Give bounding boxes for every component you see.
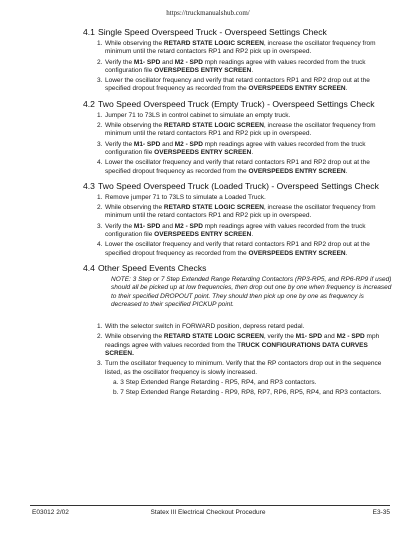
section-title: Two Speed Overspeed Truck (Empty Truck) - Overspeed Settings Check bbox=[98, 98, 375, 109]
step-text-bold: M1- SPD bbox=[133, 222, 161, 230]
step-text-run: While observing the bbox=[105, 204, 164, 212]
step-text-run: mph readings agree with values recorded from the truck configuration file bbox=[105, 58, 366, 74]
step-text-run: While observing the bbox=[105, 333, 164, 341]
step-number: 1. bbox=[97, 40, 103, 47]
step-text bbox=[105, 77, 393, 94]
step-text bbox=[105, 194, 393, 202]
step-item bbox=[97, 141, 393, 158]
step-number: 4. bbox=[97, 241, 103, 249]
step-text-run: Jumper 71 to 73LS in control cabinet to simulate an empty truck. bbox=[105, 111, 291, 119]
step-text-bold: OVERSPEEDS ENTRY SCREEN bbox=[248, 249, 346, 257]
step-number: 3. bbox=[97, 222, 103, 230]
step-text-run: . bbox=[251, 66, 254, 74]
step-item bbox=[97, 204, 393, 221]
step-text-run: Lower the oscillator frequency and verify that retard contactors RP1 and RP2 drop out at the specified dropout frequency as recorded from the bbox=[105, 77, 370, 93]
step-text bbox=[105, 40, 393, 57]
section-number: 4.2 bbox=[83, 98, 95, 109]
step-text bbox=[105, 112, 393, 120]
step-text-run: . bbox=[345, 85, 348, 93]
step-text bbox=[105, 159, 393, 176]
footer-page-number: E3-35 bbox=[372, 509, 390, 516]
step-item bbox=[97, 77, 393, 94]
step-text bbox=[105, 360, 393, 399]
step-item bbox=[97, 194, 393, 202]
footer-doc-id: E03012 2/02 bbox=[32, 509, 69, 516]
footer-title: Statex III Electrical Checkout Procedure bbox=[150, 509, 266, 516]
section-title: Two Speed Overspeed Truck (Loaded Truck) - Overspeed Settings Check bbox=[98, 180, 379, 191]
step-text-bold: OVERSPEEDS ENTRY SCREEN bbox=[154, 231, 252, 239]
section-number: 4.4 bbox=[83, 262, 95, 273]
step-text-run: While observing the bbox=[105, 40, 164, 47]
step-text-run: Verify the bbox=[105, 140, 134, 148]
step-text-run: , increase the oscillator frequency from minimum until the retard contactors RP1 and RP2 pick up in overspeed. bbox=[105, 204, 376, 220]
step-number: 4. bbox=[97, 159, 103, 167]
step-text bbox=[105, 59, 393, 76]
step-text-bold: M2 - SPD bbox=[336, 333, 365, 341]
section-4-4 bbox=[83, 263, 393, 400]
document-body bbox=[83, 27, 393, 405]
step-number: 2. bbox=[97, 204, 103, 212]
step-text-run: , verify the bbox=[263, 333, 296, 341]
sub-item: b. 7 Step Extended Range Retarding - RP9, RP8, RP7, RP6, RP5, RP4, and RP3 contactors. bbox=[113, 389, 382, 397]
header-url: https://truckmanualshub.com/ bbox=[166, 9, 250, 17]
step-text bbox=[105, 122, 393, 139]
sub-item: a. 3 Step Extended Range Retarding - RP5, RP4, and RP3 contactors. bbox=[113, 378, 317, 386]
step-text-bold: M1- SPD bbox=[295, 333, 323, 341]
step-text bbox=[105, 333, 393, 358]
step-text-run: and bbox=[160, 140, 175, 148]
step-item bbox=[97, 40, 393, 57]
step-item bbox=[97, 241, 393, 258]
step-number: 2. bbox=[97, 333, 103, 341]
step-text-bold: M1- SPD bbox=[133, 140, 161, 148]
step-item bbox=[97, 360, 393, 399]
step-text-run: While observing the bbox=[105, 122, 164, 130]
step-text-run: mph readings agree with values recorded from the T bbox=[105, 333, 380, 349]
step-list bbox=[97, 194, 393, 258]
step-text-run: Lower the oscillator frequency and verify that retard contactors RP1 and RP2 drop out at the specified dropout frequency as recorded from the bbox=[105, 159, 370, 175]
step-text-run: . bbox=[251, 148, 254, 156]
step-text-run: and bbox=[160, 222, 175, 230]
step-item bbox=[97, 112, 393, 120]
step-text-run: . bbox=[251, 231, 254, 239]
step-item bbox=[97, 323, 393, 331]
step-item bbox=[97, 59, 393, 76]
step-item bbox=[97, 159, 393, 176]
step-text bbox=[105, 323, 393, 331]
step-number: 1. bbox=[97, 193, 103, 201]
step-text-bold: OVERSPEEDS ENTRY SCREEN bbox=[248, 85, 346, 93]
step-text-run: and bbox=[322, 333, 337, 341]
section-4-3 bbox=[83, 181, 393, 258]
step-text-bold: M2 - SPD bbox=[174, 222, 203, 230]
step-text bbox=[105, 141, 393, 158]
section-number: 4.3 bbox=[83, 180, 95, 191]
note-text: NOTE: 3 Step or 7 Step Extended Range Retarding Contactors (RP3-RP5, and RP6-RP9 if used) should all be picked up at low frequencies, then drop out one by one when frequency is increased to their specified DROPOUT point. They should then pick up one by one as frequency is decreased to their specified PICKUP point. bbox=[111, 275, 392, 308]
step-list bbox=[97, 276, 393, 400]
step-number: 1. bbox=[97, 111, 103, 119]
step-item bbox=[97, 122, 393, 139]
step-number: 2. bbox=[97, 58, 103, 66]
section-heading bbox=[83, 99, 393, 110]
section-4-1 bbox=[83, 27, 393, 94]
section-title: Other Speed Events Checks bbox=[98, 262, 207, 273]
step-text bbox=[105, 223, 393, 240]
step-text-bold: OVERSPEEDS ENTRY SCREEN bbox=[154, 148, 252, 156]
step-text-run: mph readings agree with values recorded from the truck configuration file bbox=[105, 222, 366, 239]
step-text-run: Verify the bbox=[105, 222, 134, 230]
step-text-run: Turn the oscillator frequency to minimum. Verify that the RP contactors drop out in the sequence listed, as the oscillator frequency is slowly increased. bbox=[105, 360, 382, 376]
step-text-run: , increase the oscillator frequency from minimum until the retard contactors RP1 and RP2 pick up in overspeed. bbox=[105, 122, 376, 138]
step-text-run: . bbox=[345, 249, 348, 257]
step-text-run: With the selector switch in FORWARD position, depress retard pedal. bbox=[105, 323, 305, 331]
step-text-bold: RETARD STATE LOGIC SCREEN bbox=[163, 333, 264, 341]
step-text-bold: RETARD STATE LOGIC SCREEN bbox=[163, 40, 264, 47]
step-text-bold: M2 - SPD bbox=[174, 140, 203, 148]
section-title: Single Speed Overspeed Truck - Overspeed Settings Check bbox=[98, 27, 327, 37]
step-text-bold: OVERSPEEDS ENTRY SCREEN bbox=[154, 66, 252, 74]
step-text-run: Remove jumper 71 to 73LS to simulate a Loaded Truck. bbox=[105, 193, 266, 201]
step-text-run: and bbox=[160, 58, 175, 66]
step-text bbox=[105, 204, 393, 221]
section-number: 4.1 bbox=[83, 27, 95, 37]
step-text-bold: RUCK CONFIGURATIONS DATA CURVES SCREEN. bbox=[105, 341, 368, 358]
step-text-run: . bbox=[345, 167, 348, 175]
step-number: 3. bbox=[97, 77, 103, 85]
step-text bbox=[105, 241, 393, 258]
step-text-bold: M2 - SPD bbox=[174, 58, 203, 66]
footer-divider bbox=[30, 505, 390, 506]
step-list bbox=[97, 40, 393, 94]
step-text-bold: M1- SPD bbox=[133, 58, 161, 66]
section-heading bbox=[83, 263, 393, 274]
section-4-2 bbox=[83, 99, 393, 176]
step-item bbox=[97, 333, 393, 358]
section-heading bbox=[83, 181, 393, 192]
step-number: 3. bbox=[97, 140, 103, 148]
step-number: 2. bbox=[97, 122, 103, 130]
step-text-run: Verify the bbox=[105, 58, 134, 66]
step-text-run: mph readings agree with values recorded from the truck configuration file bbox=[105, 140, 366, 156]
step-text-bold: RETARD STATE LOGIC SCREEN bbox=[163, 122, 264, 130]
step-text-run: , increase the oscillator frequency from minimum until the retard contactors RP1 and RP2 pick up in overspeed. bbox=[105, 40, 376, 56]
step-item bbox=[97, 223, 393, 240]
step-text-run: Lower the oscillator frequency and verify that retard contactors RP1 and RP2 drop out at the specified dropout frequency as recorded from the bbox=[105, 241, 370, 257]
step-number: 1. bbox=[97, 323, 103, 331]
sub-list bbox=[113, 379, 393, 398]
step-text-bold: OVERSPEEDS ENTRY SCREEN bbox=[248, 167, 346, 175]
step-number: 3. bbox=[97, 360, 103, 368]
section-heading bbox=[83, 27, 393, 38]
step-list bbox=[97, 112, 393, 176]
step-text-bold: RETARD STATE LOGIC SCREEN bbox=[163, 204, 264, 212]
